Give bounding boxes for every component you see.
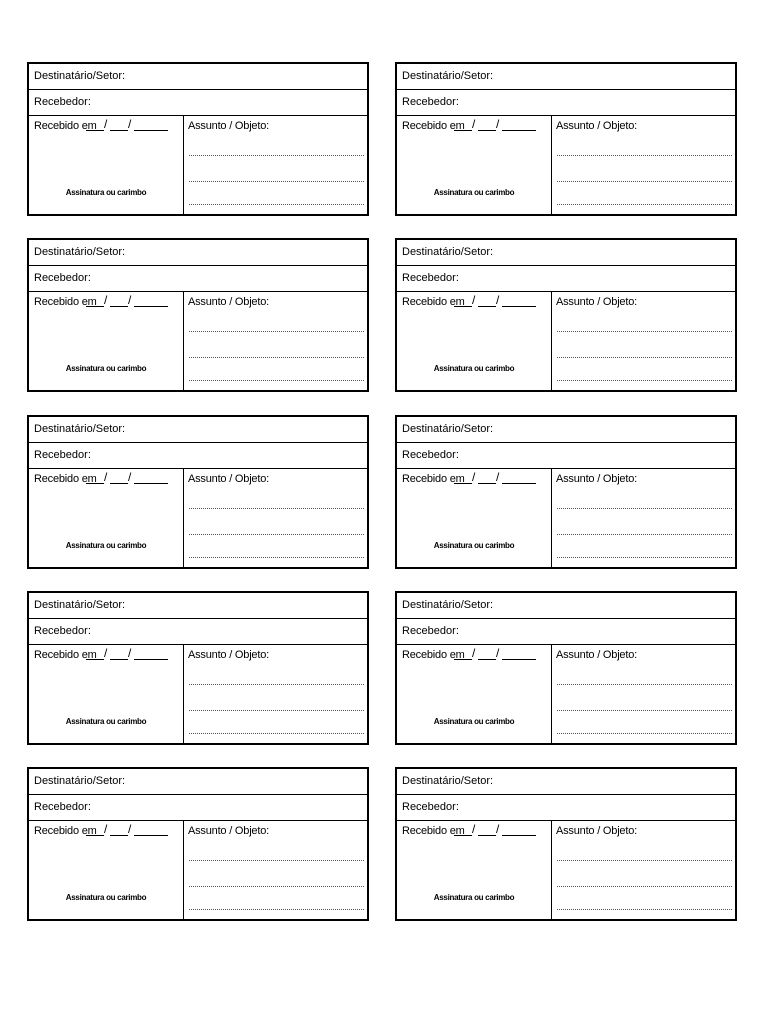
signature-box[interactable] <box>397 292 552 390</box>
destinatario-label: Destinatário/Setor: <box>34 599 126 611</box>
assunto-dotted-line <box>557 684 732 685</box>
assunto-dotted-line <box>189 534 364 535</box>
date-slash: / <box>128 117 132 131</box>
assunto-dotted-line <box>557 534 732 535</box>
assunto-dotted-line <box>557 886 732 887</box>
assunto-box[interactable] <box>184 116 367 214</box>
assunto-dotted-line <box>557 710 732 711</box>
assinatura-label: Assinatura ou carimbo <box>433 717 515 726</box>
date-day-line[interactable] <box>454 130 472 131</box>
assunto-dotted-line <box>189 508 364 509</box>
date-month-line[interactable] <box>478 835 496 836</box>
date-slash: / <box>104 117 108 131</box>
destinatario-row[interactable] <box>397 769 735 795</box>
signature-box[interactable] <box>29 469 184 567</box>
date-month-line[interactable] <box>110 483 128 484</box>
date-slash: / <box>128 470 132 484</box>
assunto-dotted-line <box>557 909 732 910</box>
date-year-line[interactable] <box>134 659 168 660</box>
assinatura-label: Assinatura ou carimbo <box>433 364 515 373</box>
assunto-dotted-line <box>189 331 364 332</box>
recebido-em-label: Recebido em <box>402 473 465 485</box>
recebido-em-label: Recebido em <box>34 649 97 661</box>
recebedor-label: Recebedor: <box>402 96 459 108</box>
receipt-card <box>27 238 369 392</box>
date-year-line[interactable] <box>134 130 168 131</box>
recebedor-label: Recebedor: <box>34 625 91 637</box>
destinatario-label: Destinatário/Setor: <box>34 423 126 435</box>
date-day-line[interactable] <box>86 835 104 836</box>
recebedor-row[interactable] <box>397 90 735 116</box>
signature-box[interactable] <box>29 821 184 919</box>
assunto-dotted-line <box>189 909 364 910</box>
assunto-box[interactable] <box>552 821 735 919</box>
receipt-card <box>395 591 737 745</box>
date-month-line[interactable] <box>110 835 128 836</box>
date-slash: / <box>104 293 108 307</box>
recebido-em-label: Recebido em <box>402 649 465 661</box>
signature-box[interactable] <box>397 116 552 214</box>
assunto-dotted-line <box>189 557 364 558</box>
assunto-box[interactable] <box>184 292 367 390</box>
date-slash: / <box>104 646 108 660</box>
date-month-line[interactable] <box>110 130 128 131</box>
assunto-dotted-line <box>189 155 364 156</box>
receipt-lower-section <box>397 821 735 919</box>
assunto-label: Assunto / Objeto: <box>188 120 269 132</box>
date-slash: / <box>472 470 476 484</box>
receipt-lower-section <box>29 292 367 390</box>
assunto-dotted-line <box>557 380 732 381</box>
recebido-em-label: Recebido em <box>34 825 97 837</box>
recebido-em-label: Recebido em <box>402 825 465 837</box>
destinatario-row[interactable] <box>29 593 367 619</box>
assunto-dotted-line <box>557 860 732 861</box>
signature-box[interactable] <box>397 821 552 919</box>
date-month-line[interactable] <box>478 483 496 484</box>
receipt-card <box>395 415 737 569</box>
assunto-dotted-line <box>189 181 364 182</box>
assunto-dotted-line <box>557 508 732 509</box>
assinatura-label: Assinatura ou carimbo <box>65 893 147 902</box>
date-slash: / <box>472 293 476 307</box>
assunto-dotted-line <box>189 380 364 381</box>
receipt-lower-section <box>29 116 367 214</box>
assinatura-label: Assinatura ou carimbo <box>65 188 147 197</box>
recebedor-row[interactable] <box>29 619 367 645</box>
recebedor-label: Recebedor: <box>34 96 91 108</box>
receipt-card <box>27 415 369 569</box>
receipt-card <box>395 62 737 216</box>
date-year-line[interactable] <box>134 835 168 836</box>
assunto-box[interactable] <box>552 116 735 214</box>
destinatario-row[interactable] <box>29 417 367 443</box>
assunto-dotted-line <box>189 733 364 734</box>
assunto-dotted-line <box>189 886 364 887</box>
assinatura-label: Assinatura ou carimbo <box>433 188 515 197</box>
date-day-line[interactable] <box>454 483 472 484</box>
assinatura-label: Assinatura ou carimbo <box>65 717 147 726</box>
date-month-line[interactable] <box>110 306 128 307</box>
signature-box[interactable] <box>397 645 552 743</box>
date-slash: / <box>104 470 108 484</box>
destinatario-row[interactable] <box>29 240 367 266</box>
assunto-dotted-line <box>557 181 732 182</box>
assunto-label: Assunto / Objeto: <box>188 649 269 661</box>
assunto-label: Assunto / Objeto: <box>556 825 637 837</box>
assinatura-label: Assinatura ou carimbo <box>65 364 147 373</box>
assunto-dotted-line <box>189 684 364 685</box>
destinatario-row[interactable] <box>29 769 367 795</box>
receipt-lower-section <box>397 116 735 214</box>
date-year-line[interactable] <box>502 306 536 307</box>
date-day-line[interactable] <box>86 483 104 484</box>
date-month-line[interactable] <box>478 306 496 307</box>
date-day-line[interactable] <box>86 306 104 307</box>
destinatario-label: Destinatário/Setor: <box>402 246 494 258</box>
date-slash: / <box>128 646 132 660</box>
signature-box[interactable] <box>29 645 184 743</box>
assunto-label: Assunto / Objeto: <box>556 473 637 485</box>
date-day-line[interactable] <box>454 659 472 660</box>
assunto-label: Assunto / Objeto: <box>556 120 637 132</box>
assunto-label: Assunto / Objeto: <box>556 296 637 308</box>
date-year-line[interactable] <box>502 659 536 660</box>
date-month-line[interactable] <box>478 659 496 660</box>
assunto-dotted-line <box>189 204 364 205</box>
receipt-lower-section <box>397 292 735 390</box>
date-year-line[interactable] <box>502 130 536 131</box>
destinatario-label: Destinatário/Setor: <box>402 423 494 435</box>
assunto-box[interactable] <box>552 292 735 390</box>
assunto-label: Assunto / Objeto: <box>188 296 269 308</box>
recebido-em-label: Recebido em <box>34 296 97 308</box>
receipt-card <box>395 767 737 921</box>
destinatario-label: Destinatário/Setor: <box>34 775 126 787</box>
recebido-em-label: Recebido em <box>34 120 97 132</box>
destinatario-row[interactable] <box>397 240 735 266</box>
date-slash: / <box>496 822 500 836</box>
recebedor-row[interactable] <box>397 266 735 292</box>
assunto-box[interactable] <box>184 645 367 743</box>
date-slash: / <box>496 117 500 131</box>
destinatario-label: Destinatário/Setor: <box>34 70 126 82</box>
date-year-line[interactable] <box>502 835 536 836</box>
recebedor-label: Recebedor: <box>402 449 459 461</box>
recebedor-label: Recebedor: <box>402 272 459 284</box>
date-slash: / <box>128 822 132 836</box>
destinatario-row[interactable] <box>29 64 367 90</box>
recebedor-label: Recebedor: <box>34 801 91 813</box>
date-month-line[interactable] <box>110 659 128 660</box>
assunto-label: Assunto / Objeto: <box>556 649 637 661</box>
assunto-dotted-line <box>557 204 732 205</box>
recebido-em-label: Recebido em <box>402 120 465 132</box>
receipt-lower-section <box>29 469 367 567</box>
receipt-card <box>27 62 369 216</box>
signature-box[interactable] <box>29 292 184 390</box>
assinatura-label: Assinatura ou carimbo <box>433 893 515 902</box>
recebedor-row[interactable] <box>29 90 367 116</box>
receipt-lower-section <box>397 645 735 743</box>
destinatario-row[interactable] <box>397 64 735 90</box>
date-slash: / <box>496 470 500 484</box>
recebedor-label: Recebedor: <box>34 272 91 284</box>
assunto-box[interactable] <box>552 645 735 743</box>
date-slash: / <box>472 117 476 131</box>
recebedor-row[interactable] <box>29 795 367 821</box>
recebedor-row[interactable] <box>29 443 367 469</box>
date-day-line[interactable] <box>454 306 472 307</box>
recebedor-label: Recebedor: <box>402 625 459 637</box>
date-year-line[interactable] <box>134 306 168 307</box>
assunto-dotted-line <box>189 357 364 358</box>
recebedor-label: Recebedor: <box>402 801 459 813</box>
date-slash: / <box>128 293 132 307</box>
recebedor-row[interactable] <box>29 266 367 292</box>
signature-box[interactable] <box>29 116 184 214</box>
assunto-box[interactable] <box>184 821 367 919</box>
recebedor-row[interactable] <box>397 795 735 821</box>
destinatario-label: Destinatário/Setor: <box>402 599 494 611</box>
receipt-card <box>27 767 369 921</box>
assunto-dotted-line <box>189 860 364 861</box>
assunto-dotted-line <box>557 357 732 358</box>
receipt-lower-section <box>29 821 367 919</box>
assunto-dotted-line <box>557 155 732 156</box>
receipt-card <box>395 238 737 392</box>
date-year-line[interactable] <box>502 483 536 484</box>
signature-box[interactable] <box>397 469 552 567</box>
destinatario-label: Destinatário/Setor: <box>402 70 494 82</box>
assunto-label: Assunto / Objeto: <box>188 825 269 837</box>
recebedor-label: Recebedor: <box>34 449 91 461</box>
assinatura-label: Assinatura ou carimbo <box>65 541 147 550</box>
assunto-box[interactable] <box>552 469 735 567</box>
date-slash: / <box>472 822 476 836</box>
receipt-card <box>27 591 369 745</box>
assunto-box[interactable] <box>184 469 367 567</box>
receipt-lower-section <box>29 645 367 743</box>
destinatario-row[interactable] <box>397 417 735 443</box>
recebido-em-label: Recebido em <box>402 296 465 308</box>
assinatura-label: Assinatura ou carimbo <box>433 541 515 550</box>
date-slash: / <box>104 822 108 836</box>
date-slash: / <box>496 293 500 307</box>
date-year-line[interactable] <box>134 483 168 484</box>
date-slash: / <box>472 646 476 660</box>
date-day-line[interactable] <box>454 835 472 836</box>
date-day-line[interactable] <box>86 659 104 660</box>
recebido-em-label: Recebido em <box>34 473 97 485</box>
assunto-dotted-line <box>557 733 732 734</box>
destinatario-row[interactable] <box>397 593 735 619</box>
destinatario-label: Destinatário/Setor: <box>402 775 494 787</box>
assunto-dotted-line <box>189 710 364 711</box>
date-month-line[interactable] <box>478 130 496 131</box>
destinatario-label: Destinatário/Setor: <box>34 246 126 258</box>
recebedor-row[interactable] <box>397 443 735 469</box>
assunto-dotted-line <box>557 557 732 558</box>
assunto-dotted-line <box>557 331 732 332</box>
receipt-lower-section <box>397 469 735 567</box>
recebedor-row[interactable] <box>397 619 735 645</box>
assunto-label: Assunto / Objeto: <box>188 473 269 485</box>
date-slash: / <box>496 646 500 660</box>
date-day-line[interactable] <box>86 130 104 131</box>
